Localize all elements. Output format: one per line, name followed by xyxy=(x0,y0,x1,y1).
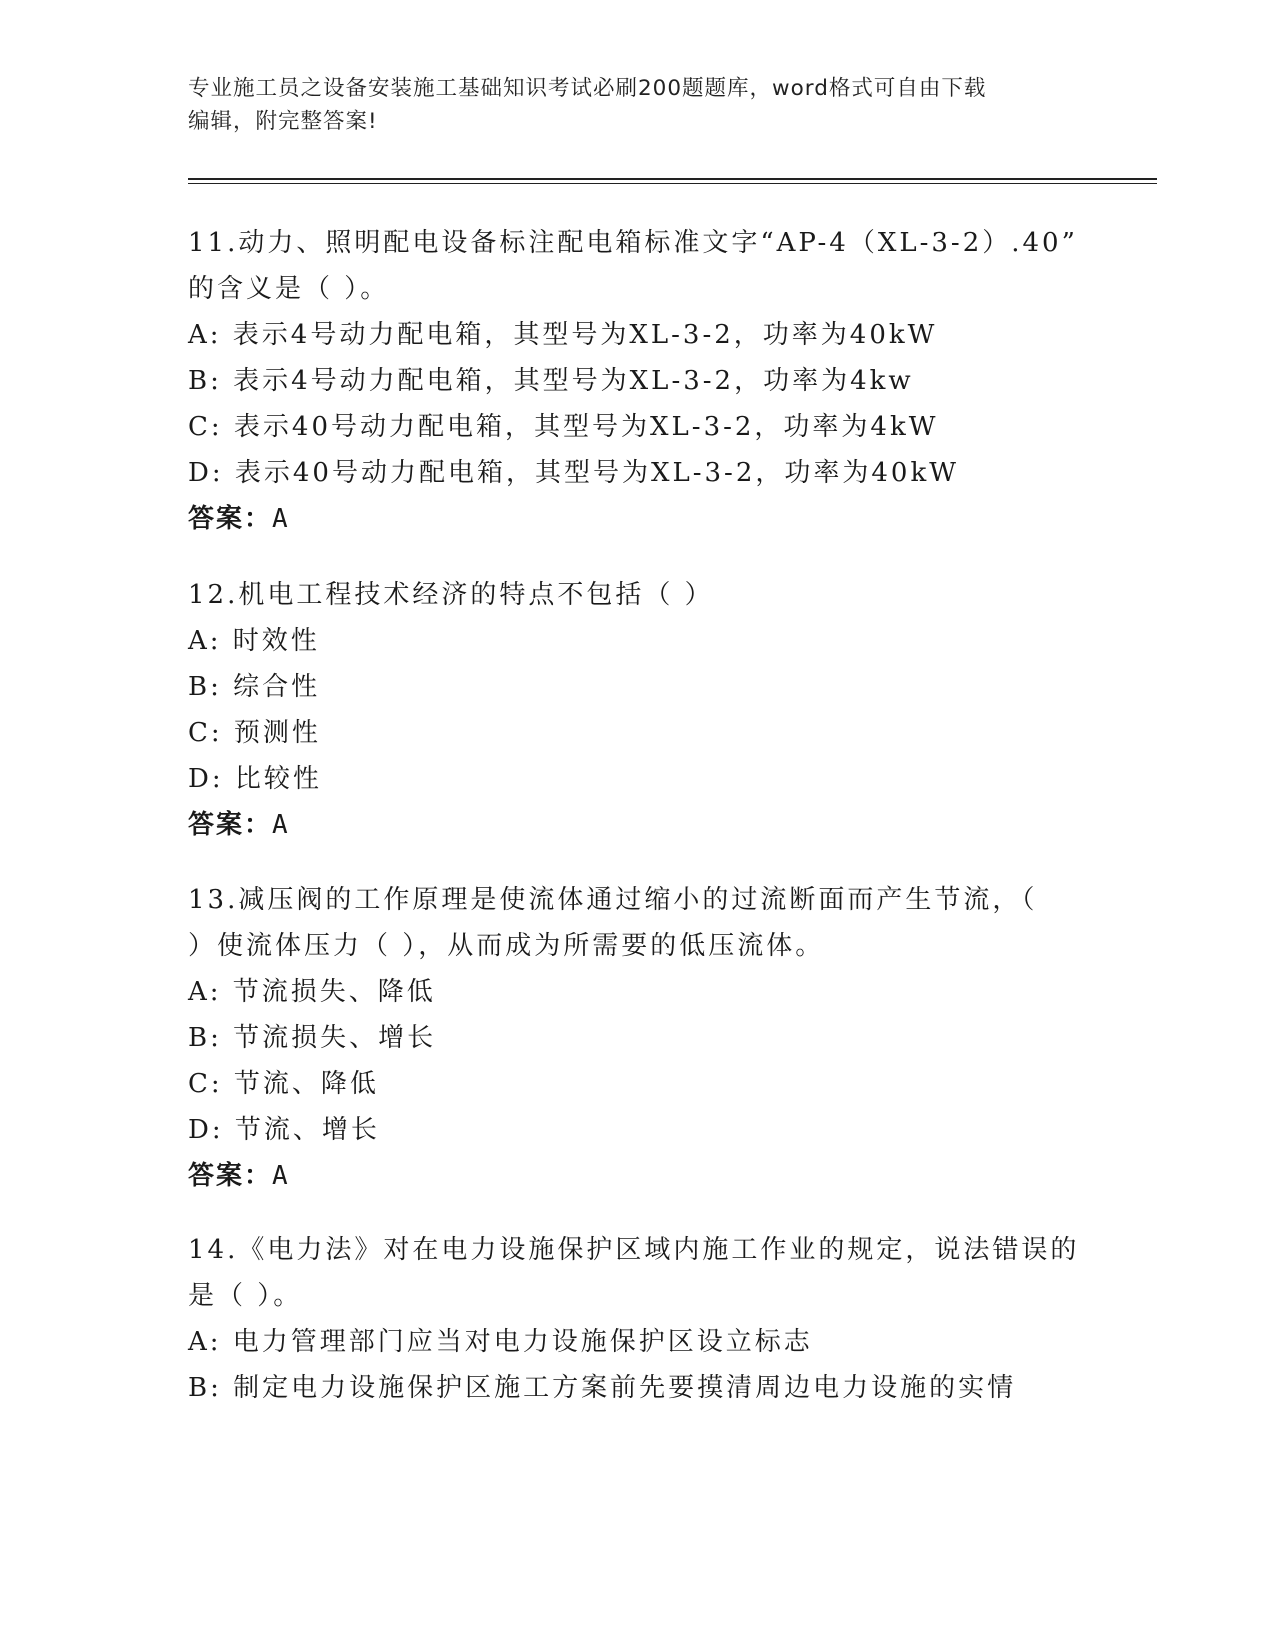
option-d: D: 节流、增长 xyxy=(188,1115,380,1145)
option-c: C: 表示40号动力配电箱，其型号为XL-3-2，功率为4kW xyxy=(188,412,939,442)
option-c: C: 预测性 xyxy=(188,718,321,748)
question-stem-cont: 是（ ）。 xyxy=(188,1281,303,1311)
option-b: B: 节流损失、增长 xyxy=(188,1023,437,1053)
option-d: D: 比较性 xyxy=(188,764,322,794)
option-a: A: 时效性 xyxy=(188,626,320,656)
answer xyxy=(188,496,1088,542)
question-stem: 13.减压阀的工作原理是使流体通过缩小的过流断面而产生节流，（ xyxy=(188,885,1038,915)
option-a: A: 节流损失、降低 xyxy=(188,977,436,1007)
header-title-line1: 专业施工员之设备安装施工基础知识考试必刷200题题库，word格式可自由下载 xyxy=(188,76,987,101)
answer-label: 答案： xyxy=(188,504,273,534)
header-divider xyxy=(188,178,1157,180)
answer-value: A xyxy=(272,810,290,840)
option-c: C: 节流、降低 xyxy=(188,1069,379,1099)
answer xyxy=(188,802,1088,848)
document-header xyxy=(188,72,1068,138)
answer-label: 答案： xyxy=(188,810,273,840)
question-stem: 12.机电工程技术经济的特点不包括（ ） xyxy=(188,580,714,610)
option-a: A: 表示4号动力配电箱，其型号为XL-3-2，功率为40kW xyxy=(188,320,938,350)
question-13 xyxy=(188,877,1088,1199)
option-d: D: 表示40号动力配电箱，其型号为XL-3-2，功率为40kW xyxy=(188,458,959,488)
option-b: B: 表示4号动力配电箱，其型号为XL-3-2，功率为4kw xyxy=(188,366,914,396)
question-stem: 11.动力、照明配电设备标注配电箱标准文字“AP-4（XL-3-2）.40” xyxy=(188,228,1078,258)
option-b: B: 综合性 xyxy=(188,672,321,702)
header-divider-thin xyxy=(188,183,1157,184)
option-b: B: 制定电力设施保护区施工方案前先要摸清周边电力设施的实情 xyxy=(188,1373,1017,1403)
answer-value: A xyxy=(272,504,290,534)
question-stem: 14.《电力法》对在电力设施保护区域内施工作业的规定，说法错误的 xyxy=(188,1235,1080,1265)
header-title-line2: 编辑，附完整答案! xyxy=(188,109,378,134)
question-11 xyxy=(188,220,1088,542)
answer xyxy=(188,1153,1088,1199)
question-stem-cont: 的含义是（ ）。 xyxy=(188,274,390,304)
answer-value: A xyxy=(272,1161,290,1191)
question-12 xyxy=(188,572,1088,848)
answer-label: 答案： xyxy=(188,1161,273,1191)
option-a: A: 电力管理部门应当对电力设施保护区设立标志 xyxy=(188,1327,813,1357)
question-stem-cont: ）使流体压力（ ），从而成为所需要的低压流体。 xyxy=(188,931,825,961)
question-14 xyxy=(188,1227,1088,1411)
